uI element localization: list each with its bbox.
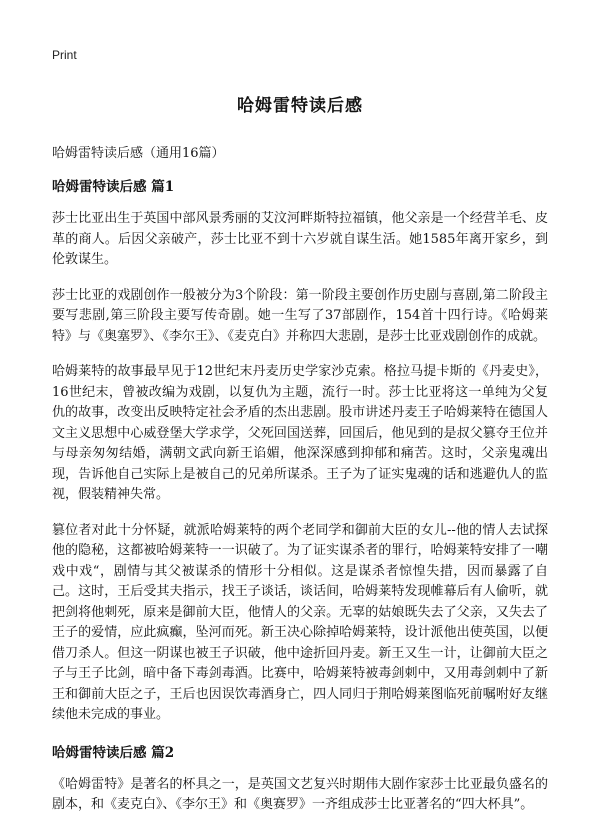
document-subtitle: 哈姆雷特读后感（通用16篇） <box>52 146 225 161</box>
section-heading-1: 哈姆雷特读后感 篇1 <box>52 179 175 195</box>
paragraph: 莎士比亚出生于英国中部风景秀丽的艾汶河畔斯特拉福镇，他父亲是一个经营羊毛、皮革的商人。后因父亲破产，莎士比亚不到十六岁就自谋生活。她1585年离开家乡，到伦敦谋生。 <box>52 211 548 267</box>
print-link[interactable]: Print <box>52 48 77 62</box>
paragraph: 《哈姆雷特》是著名的杯具之一，是英国文艺复兴时期伟大剧作家莎士比亚最负盛名的剧本，和《麦克白》、《李尔王》和《奥赛罗》一齐组成莎士比亚著名的“四大杯具”。 <box>52 776 548 812</box>
paragraph: 莎士比亚的戏剧创作一般被分为3个阶段：第一阶段主要创作历史剧与喜剧,第二阶段主要写悲剧,第三阶段主要写传奇剧。她一生写了37部剧作，154首十四行诗。《哈姆莱特》与《奥塞罗》、《李尔王》、《麦克白》并称四大悲剧，是莎士比亚戏剧创作的成就。 <box>52 287 548 344</box>
paragraph: 篡位者对此十分怀疑，就派哈姆莱特的两个老同学和御前大臣的女儿--他的情人去试探他的隐秘，这都被哈姆莱特一一识破了。为了证实谋杀者的罪行，哈姆莱特安排了一嘲戏中戏“，剧情与其父被谋杀的情形十分相似。这是谋杀者惊惶失措，因而暴露了自己。这时，王后受其夫指示，找王子谈话，谈话间，哈姆莱特发现帷幕后有人偷听，就把剑将他刺死，原来是御前大臣，他情人的父亲。无辜的姑娘既失去了父亲，又失去了王子的爱情，应此疯癫，坠河而死。新王决心除掉哈姆莱特，设计派他出使英国，以便借刀杀人。但这一阴谋也被王子识破，他中途折回丹麦。新王又生一计，让御前大臣之子与王子比剑，暗中备下毒剑毒酒。比赛中，哈姆莱特被毒剑刺中，又用毒剑刺中了新王和御前大臣之子，王后也因误饮毒酒身亡，四人同归于荆哈姆莱图临死前嘱咐好友继续他未完成的事业。 <box>52 522 548 722</box>
section-heading-2: 哈姆雷特读后感 篇2 <box>52 744 175 761</box>
paragraph: 哈姆莱特的故事最早见于12世纪末丹麦历史学家沙克索。格拉马提卡斯的《丹麦史》，16世纪末，曾被改编为戏剧，以复仇为主题，流行一时。莎士比亚将这一单纯为父复仇的故事，改变出反映特定社会矛盾的杰出悲剧。股市讲述丹麦王子哈姆莱特在德国人文主义思想中心威登堡大学求学，父死回国送葬，回国后，他见到的是叔父篡夺王位并与母亲匆匆结婚，满朝文武向新王谄媚，他深深感到抑郁和痛苦。这时，父亲鬼魂出现，告诉他自己实际上是被自己的兄弟所谋杀。王子为了证实鬼魂的话和逃避仇人的监视，假装精神失常。 <box>52 364 548 502</box>
document-title: 哈姆雷特读后感 <box>237 96 363 116</box>
